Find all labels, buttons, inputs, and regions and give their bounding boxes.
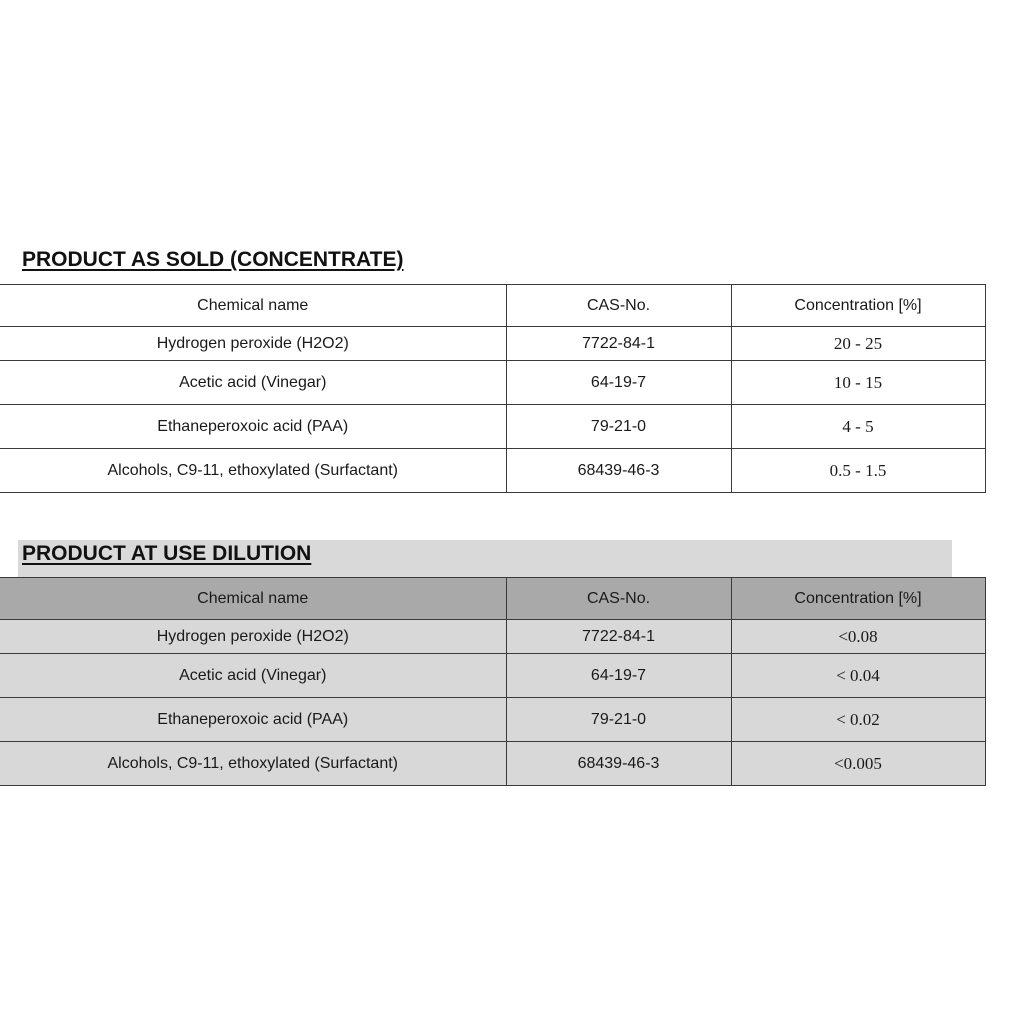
cas-number-cell: 7722-84-1 (506, 620, 731, 654)
chemical-name-cell: Acetic acid (Vinegar) (0, 654, 506, 698)
cas-number-cell: 64-19-7 (506, 654, 731, 698)
cas-number-cell: 68439-46-3 (506, 449, 731, 493)
table-row (0, 405, 985, 449)
concentration-cell: <0.08 (731, 620, 985, 654)
concentrate-table (0, 284, 986, 493)
chemical-name-cell: Alcohols, C9-11, ethoxylated (Surfactant) (0, 449, 506, 493)
column-header-cas-no: CAS-No. (506, 578, 731, 620)
concentration-cell: 10 - 15 (731, 361, 985, 405)
column-header-concentration: Concentration [%] (731, 285, 985, 327)
table-row (0, 449, 985, 493)
concentration-cell: < 0.04 (731, 654, 985, 698)
chemical-name-cell: Ethaneperoxoic acid (PAA) (0, 405, 506, 449)
section-title-concentrate: PRODUCT AS SOLD (CONCENTRATE) (22, 248, 404, 271)
chemical-name-cell: Hydrogen peroxide (H2O2) (0, 620, 506, 654)
cas-number-cell: 7722-84-1 (506, 327, 731, 361)
cas-number-cell: 79-21-0 (506, 405, 731, 449)
chemical-name-cell: Acetic acid (Vinegar) (0, 361, 506, 405)
cas-number-cell: 79-21-0 (506, 698, 731, 742)
column-header-cas-no: CAS-No. (506, 285, 731, 327)
chemical-name-cell: Ethaneperoxoic acid (PAA) (0, 698, 506, 742)
concentration-cell: 0.5 - 1.5 (731, 449, 985, 493)
concentration-cell: 20 - 25 (731, 327, 985, 361)
column-header-chemical-name: Chemical name (0, 578, 506, 620)
table-row (0, 654, 985, 698)
table-header-row (0, 285, 985, 327)
table-header-row (0, 578, 985, 620)
table-row (0, 327, 985, 361)
chemical-name-cell: Hydrogen peroxide (H2O2) (0, 327, 506, 361)
concentration-cell: <0.005 (731, 742, 985, 786)
table-row (0, 620, 985, 654)
section-title-use-dilution: PRODUCT AT USE DILUTION (22, 542, 312, 565)
table-row (0, 698, 985, 742)
chemical-name-cell: Alcohols, C9-11, ethoxylated (Surfactant) (0, 742, 506, 786)
concentration-cell: < 0.02 (731, 698, 985, 742)
cas-number-cell: 64-19-7 (506, 361, 731, 405)
column-header-chemical-name: Chemical name (0, 285, 506, 327)
table-row (0, 742, 985, 786)
cas-number-cell: 68439-46-3 (506, 742, 731, 786)
table-row (0, 361, 985, 405)
concentration-cell: 4 - 5 (731, 405, 985, 449)
use-dilution-table (0, 577, 986, 786)
column-header-concentration: Concentration [%] (731, 578, 985, 620)
